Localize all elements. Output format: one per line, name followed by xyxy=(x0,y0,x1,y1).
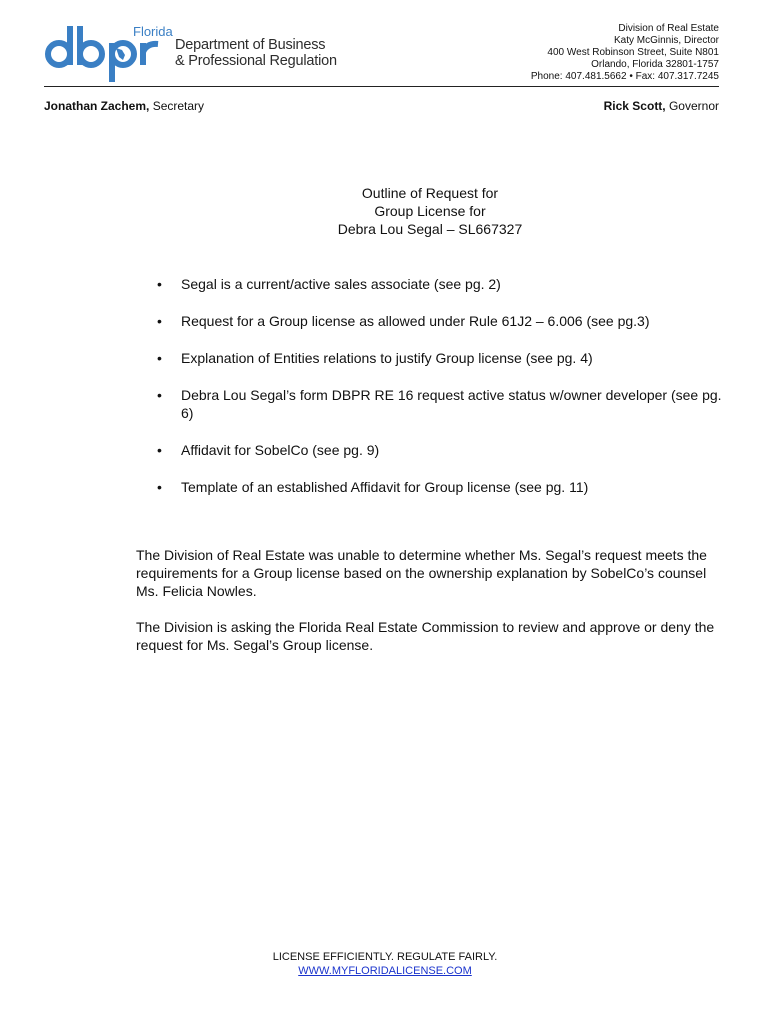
title-line-2: Group License for xyxy=(374,203,486,219)
bullet-icon: • xyxy=(157,276,162,292)
contact-block xyxy=(531,23,719,83)
list-item xyxy=(157,349,727,367)
document-title xyxy=(0,184,770,238)
list-item xyxy=(157,441,727,459)
governor-name: Rick Scott, xyxy=(603,99,666,113)
header-divider xyxy=(44,86,719,87)
paragraph-division-unable: The Division of Real Estate was unable to determine whether Ms. Segal’s request meets the requirements for a Group license based on the ownership explanation by SobelCo’s counsel Ms. Felicia Nowles. xyxy=(136,547,707,599)
contact-phone-fax: Phone: 407.481.5662 • Fax: 407.317.7245 xyxy=(530,71,719,82)
footer xyxy=(0,950,770,978)
bullet-icon: • xyxy=(157,387,162,403)
body-paragraphs xyxy=(136,546,716,672)
governor-title: Governor xyxy=(665,99,719,113)
dbpr-logo xyxy=(44,22,337,84)
contact-division: Division of Real Estate xyxy=(618,23,719,34)
logo-florida-text: Florida xyxy=(133,24,173,39)
list-item-text: Request for a Group license as allowed under Rule 61J2 – 6.006 (see pg.3) xyxy=(181,313,650,329)
list-item-text: Template of an established Affidavit for Group license (see pg. 11) xyxy=(181,479,589,495)
bullet-icon: • xyxy=(157,479,162,495)
list-item xyxy=(157,478,727,496)
secretary-name: Jonathan Zachem, xyxy=(44,99,150,113)
paragraph-commission-request: The Division is asking the Florida Real Estate Commission to review and approve or deny the request for Ms. Segal’s Group license. xyxy=(136,619,715,653)
list-item xyxy=(157,275,727,293)
contact-address2: Orlando, Florida 32801-1757 xyxy=(591,59,719,70)
title-line-3: Debra Lou Segal – SL667327 xyxy=(337,221,523,237)
list-item-text: Debra Lou Segal’s form DBPR RE 16 request active status w/owner developer (see pg. 6) xyxy=(181,387,722,421)
governor-line xyxy=(604,99,719,113)
list-item-text: Segal is a current/active sales associate (see pg. 2) xyxy=(181,276,501,292)
title-line-1: Outline of Request for xyxy=(361,185,499,201)
footer-website-link[interactable]: WWW.MYFLORIDALICENSE.COM xyxy=(298,965,472,977)
logo-dept-line2: & Professional Regulation xyxy=(175,53,337,69)
list-item xyxy=(157,386,727,422)
list-item-text: Affidavit for SobelCo (see pg. 9) xyxy=(181,442,380,458)
bullet-icon: • xyxy=(157,442,162,458)
contact-address1: 400 West Robinson Street, Suite N801 xyxy=(547,47,719,58)
request-outline-list xyxy=(157,275,727,515)
logo-department-name xyxy=(175,37,337,69)
secretary-line xyxy=(44,99,204,113)
list-item-text: Explanation of Entities relations to justify Group license (see pg. 4) xyxy=(181,350,593,366)
contact-director: Katy McGinnis, Director xyxy=(613,35,719,46)
footer-slogan: LICENSE EFFICIENTLY. REGULATE FAIRLY. xyxy=(272,951,498,963)
bullet-icon: • xyxy=(157,350,162,366)
logo-dept-line1: Department of Business xyxy=(175,37,326,53)
secretary-title: Secretary xyxy=(149,99,205,113)
list-item xyxy=(157,312,727,330)
bullet-icon: • xyxy=(157,313,162,329)
